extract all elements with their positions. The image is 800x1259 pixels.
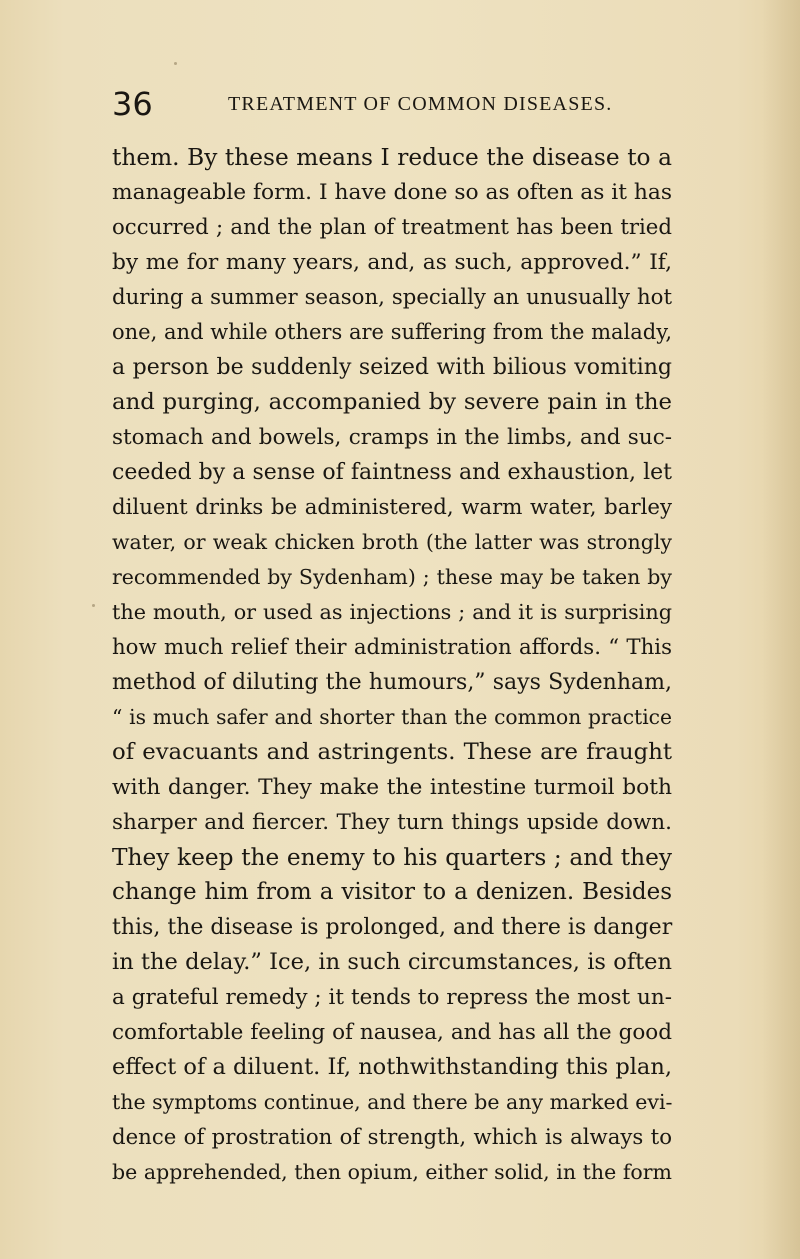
page-edge-shadow bbox=[762, 0, 800, 1259]
text-line: during a summer season, specially an unusually hot bbox=[112, 285, 672, 310]
text-line: sharper and fiercer. They turn things upside down. bbox=[112, 810, 672, 835]
text-line: comfortable feeling of nausea, and has all the good bbox=[112, 1020, 672, 1045]
text-line: be apprehended, then opium, either solid, in the form bbox=[112, 1160, 672, 1184]
ink-speck bbox=[92, 604, 95, 607]
text-line: manageable form. I have done so as often as it has bbox=[112, 180, 673, 205]
text-line: “ is much safer and shorter than the common practice bbox=[112, 705, 672, 729]
text-line: the mouth, or used as injections ; and it is surprising bbox=[112, 600, 672, 624]
text-line: dence of prostration of strength, which is always to bbox=[112, 1125, 672, 1150]
text-line: diluent drinks be administered, warm water, barley bbox=[112, 495, 672, 520]
text-line: one, and while others are suffering from the malady, bbox=[112, 320, 672, 344]
text-line: method of diluting the humours,” says Sydenham, bbox=[112, 670, 672, 695]
text-line: with danger. They make the intestine turmoil both bbox=[112, 775, 672, 800]
ink-speck bbox=[174, 62, 177, 65]
text-line: a person be suddenly seized with bilious vomiting bbox=[112, 355, 672, 380]
text-line: They keep the enemy to his quarters ; and they bbox=[112, 844, 672, 871]
text-line: by me for many years, and, as such, approved.” If, bbox=[112, 250, 672, 275]
text-line: and purging, accompanied by severe pain in the bbox=[112, 389, 672, 415]
text-line: ceeded by a sense of faintness and exhaustion, let bbox=[112, 460, 672, 485]
text-line: of evacuants and astringents. These are fraught bbox=[112, 739, 672, 765]
text-line: water, or weak chicken broth (the latter was strongly bbox=[112, 530, 672, 554]
text-line: a grateful remedy ; it tends to repress the most un- bbox=[112, 985, 672, 1010]
text-line: stomach and bowels, cramps in the limbs, and suc- bbox=[112, 425, 672, 450]
text-line: how much relief their administration affords. “ This bbox=[112, 635, 672, 660]
text-line: recommended by Sydenham) ; these may be taken by bbox=[112, 565, 672, 589]
text-line: them. By these means I reduce the disease to a bbox=[112, 144, 672, 171]
text-line: the symptoms continue, and there be any marked evi- bbox=[112, 1090, 673, 1114]
text-line: effect of a diluent. If, nothwithstanding this plan, bbox=[112, 1054, 672, 1080]
text-line: change him from a visitor to a denizen. Besides bbox=[112, 879, 672, 905]
body-text bbox=[112, 140, 672, 1190]
text-line: in the delay.” Ice, in such circumstances, is often bbox=[112, 949, 672, 975]
text-line: occurred ; and the plan of treatment has been tried bbox=[112, 215, 672, 240]
running-head: TREATMENT OF COMMON DISEASES. bbox=[228, 93, 613, 115]
text-line: this, the disease is prolonged, and there is danger bbox=[112, 915, 673, 940]
page-number: 36 bbox=[112, 85, 153, 123]
page-header bbox=[112, 82, 672, 126]
